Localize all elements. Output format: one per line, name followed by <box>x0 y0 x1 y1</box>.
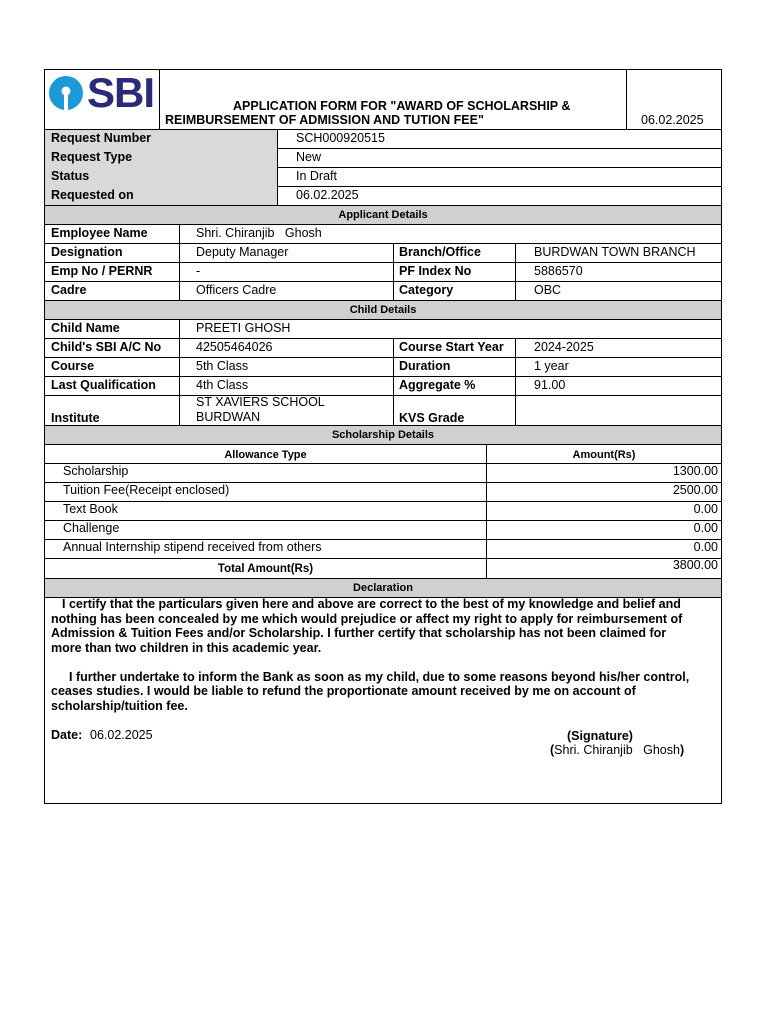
child-name: PREETI GHOSH <box>196 321 291 335</box>
request-type-label: Request Type <box>51 150 133 164</box>
sbi-logo <box>47 69 159 116</box>
kvs-grade-label: KVS Grade <box>399 411 465 425</box>
course: 5th Class <box>196 359 249 373</box>
total-amount-label: Total Amount(Rs) <box>217 563 314 575</box>
emp-no-label: Emp No / PERNR <box>51 264 153 278</box>
institute-line2: BURDWAN <box>196 410 261 424</box>
allowance-amount: 0.00 <box>693 502 718 516</box>
declaration-para2-line1: I further undertake to inform the Bank as soon as my child, due to some reasons beyond his/her control, <box>69 670 690 684</box>
allowance-amount: 0.00 <box>693 521 718 535</box>
request-number-label: Request Number <box>51 131 152 145</box>
course-start-year-label: Course Start Year <box>399 340 504 354</box>
allowance-amount: 0.00 <box>693 540 718 554</box>
request-number: SCH000920515 <box>296 131 385 145</box>
signer-open-paren: ( <box>550 743 555 757</box>
request-type: New <box>296 150 322 164</box>
allowance-type: Tuition Fee(Receipt enclosed) <box>63 483 230 497</box>
form-title-line2: REIMBURSEMENT OF ADMISSION AND TUTION FEE" <box>165 113 484 127</box>
last-qualification-label: Last Qualification <box>51 378 156 392</box>
pf-index-label: PF Index No <box>399 264 472 278</box>
declaration-para2-line3: scholarship/tuition fee. <box>51 699 188 713</box>
scholarship-details-heading: Scholarship Details <box>45 426 721 444</box>
declaration-para1-line1: I certify that the particulars given here and above are correct to the best of my knowledge and belief and <box>62 597 681 611</box>
logo-text: SBI <box>87 69 155 116</box>
course-label: Course <box>51 359 95 373</box>
course-start-year: 2024-2025 <box>534 340 594 354</box>
form-title-line1: APPLICATION FORM FOR "AWARD OF SCHOLARSHIP & <box>233 99 571 113</box>
employee-name: Shri. Chiranjib Ghosh <box>196 226 322 240</box>
cadre: Officers Cadre <box>196 283 277 297</box>
allowance-type-header: Allowance Type <box>224 449 307 461</box>
cadre-label: Cadre <box>51 283 87 297</box>
designation: Deputy Manager <box>196 245 289 259</box>
declaration-para1-line4: more than two children in this academic year. <box>51 641 322 655</box>
category: OBC <box>534 283 562 297</box>
aggregate-label: Aggregate % <box>399 378 476 392</box>
signer-line <box>550 741 684 759</box>
signer-close-paren: ) <box>679 743 685 757</box>
allowance-type: Text Book <box>63 502 118 516</box>
status-value: In Draft <box>296 169 337 183</box>
category-label: Category <box>399 283 454 297</box>
applicant-details-heading: Applicant Details <box>45 206 721 224</box>
allowance-type: Annual Internship stipend received from others <box>63 540 322 554</box>
declaration-para2-line2: ceases studies. I would be liable to refund the proportionate amount received by me on account of <box>51 684 636 698</box>
designation-label: Designation <box>51 245 123 259</box>
declaration-para1-line2: nothing has been concealed by me which would prejudice or affect my right to apply for reimbursement of <box>51 612 683 626</box>
declaration-para1-line3: Admission & Tuition Fees and/or Scholarship. I further certify that scholarship has not been claimed for <box>51 626 667 640</box>
child-account-label: Child's SBI A/C No <box>51 340 162 354</box>
signer-name: Shri. Chiranjib Ghosh <box>554 743 680 757</box>
amount-header: Amount(Rs) <box>572 449 636 461</box>
duration: 1 year <box>534 359 569 373</box>
total-amount: 3800.00 <box>672 558 718 572</box>
duration-label: Duration <box>399 359 451 373</box>
declaration-date: 06.02.2025 <box>90 728 153 742</box>
requested-on-label: Requested on <box>51 188 134 202</box>
institute-line1: ST XAVIERS SCHOOL <box>196 395 325 409</box>
signature-label: (Signature) <box>567 729 633 743</box>
declaration-heading: Declaration <box>45 579 721 597</box>
allowance-type: Challenge <box>63 521 120 535</box>
last-qualification: 4th Class <box>196 378 249 392</box>
branch: BURDWAN TOWN BRANCH <box>534 245 696 259</box>
institute-label: Institute <box>51 411 100 425</box>
declaration-date-label: Date: <box>51 728 83 742</box>
child-name-label: Child Name <box>51 321 120 335</box>
application-form <box>44 69 722 804</box>
pf-index: 5886570 <box>534 264 583 278</box>
allowance-type: Scholarship <box>63 464 129 478</box>
branch-label: Branch/Office <box>399 245 481 259</box>
status-label: Status <box>51 169 90 183</box>
allowance-amount: 1300.00 <box>672 464 718 478</box>
child-account: 42505464026 <box>196 340 273 354</box>
child-details-heading: Child Details <box>45 301 721 319</box>
requested-on: 06.02.2025 <box>296 188 359 202</box>
employee-name-label: Employee Name <box>51 226 148 240</box>
aggregate: 91.00 <box>534 378 566 392</box>
emp-no: - <box>196 264 201 278</box>
allowance-amount: 2500.00 <box>672 483 718 497</box>
header-date: 06.02.2025 <box>641 113 704 127</box>
